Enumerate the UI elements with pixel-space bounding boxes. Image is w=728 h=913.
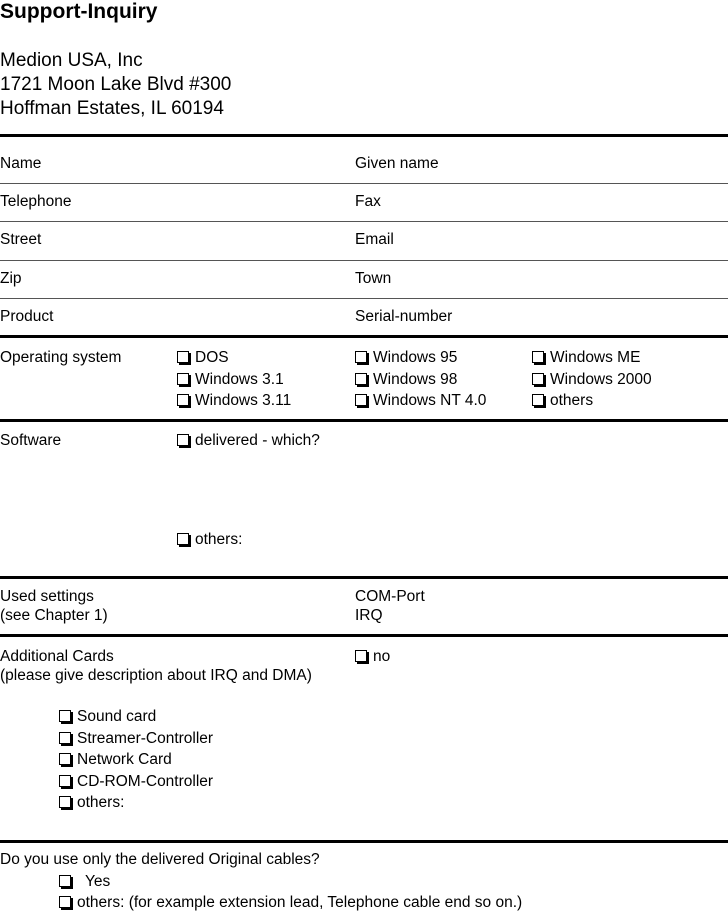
section-divider bbox=[0, 419, 728, 422]
checkbox-icon[interactable] bbox=[355, 351, 367, 363]
irq-label: IRQ bbox=[355, 607, 383, 624]
checkbox-icon[interactable] bbox=[177, 394, 189, 406]
card-option-sound[interactable]: Sound card bbox=[59, 706, 213, 728]
serial-number-label: Serial-number bbox=[355, 308, 453, 325]
checkbox-icon[interactable] bbox=[177, 373, 189, 385]
row-divider bbox=[0, 183, 728, 184]
telephone-label: Telephone bbox=[0, 193, 72, 210]
checkbox-icon[interactable] bbox=[59, 775, 71, 787]
cards-no-option[interactable]: no bbox=[355, 648, 390, 667]
section-divider bbox=[0, 840, 728, 843]
name-label: Name bbox=[0, 155, 42, 172]
os-option-win2000[interactable]: Windows 2000 bbox=[532, 369, 652, 391]
os-option-win95[interactable]: Windows 95 bbox=[355, 347, 486, 369]
additional-cards-label: Additional Cards bbox=[0, 648, 114, 665]
header-divider bbox=[0, 134, 728, 137]
town-label: Town bbox=[355, 270, 392, 287]
form-title: Support-Inquiry bbox=[0, 0, 158, 23]
cables-yes-option[interactable]: Yes bbox=[59, 873, 110, 892]
os-option-win98[interactable]: Windows 98 bbox=[355, 369, 486, 391]
irq-dma-note: (please give description about IRQ and DMA) bbox=[0, 667, 312, 684]
checkbox-icon[interactable] bbox=[177, 434, 189, 446]
section-divider bbox=[0, 634, 728, 637]
os-column-1 bbox=[177, 347, 291, 412]
row-divider bbox=[0, 221, 728, 222]
software-others-option[interactable]: others: bbox=[177, 531, 242, 550]
checkbox-icon[interactable] bbox=[532, 373, 544, 385]
os-option-winnt[interactable]: Windows NT 4.0 bbox=[355, 390, 486, 412]
row-divider bbox=[0, 260, 728, 261]
os-column-3 bbox=[532, 347, 652, 412]
checkbox-icon[interactable] bbox=[59, 753, 71, 765]
used-settings-label: Used settings bbox=[0, 588, 94, 605]
checkbox-icon[interactable] bbox=[59, 796, 71, 808]
software-label: Software bbox=[0, 432, 62, 449]
address-company: Medion USA, Inc bbox=[0, 50, 143, 71]
cards-options-list bbox=[59, 706, 213, 814]
checkbox-icon[interactable] bbox=[355, 650, 367, 662]
checkbox-icon[interactable] bbox=[532, 394, 544, 406]
checkbox-icon[interactable] bbox=[59, 732, 71, 744]
checkbox-icon[interactable] bbox=[532, 351, 544, 363]
checkbox-icon[interactable] bbox=[355, 394, 367, 406]
cables-others-option[interactable]: others: (for example extension lead, Telephone cable end so on.) bbox=[59, 894, 522, 913]
card-option-others[interactable]: others: bbox=[59, 792, 213, 814]
address-city: Hoffman Estates, IL 60194 bbox=[0, 98, 224, 119]
software-delivered-option[interactable]: delivered - which? bbox=[177, 432, 320, 451]
os-option-winme[interactable]: Windows ME bbox=[532, 347, 652, 369]
os-option-others[interactable]: others bbox=[532, 390, 652, 412]
product-label: Product bbox=[0, 308, 54, 325]
os-column-2 bbox=[355, 347, 486, 412]
checkbox-icon[interactable] bbox=[355, 373, 367, 385]
zip-label: Zip bbox=[0, 270, 22, 287]
checkbox-icon[interactable] bbox=[177, 351, 189, 363]
see-chapter-label: (see Chapter 1) bbox=[0, 607, 108, 624]
section-divider bbox=[0, 576, 728, 579]
os-option-win31[interactable]: Windows 3.1 bbox=[177, 369, 291, 391]
street-label: Street bbox=[0, 231, 42, 248]
email-label: Email bbox=[355, 231, 394, 248]
address-street: 1721 Moon Lake Blvd #300 bbox=[0, 74, 232, 95]
section-divider bbox=[0, 335, 728, 338]
cables-question: Do you use only the delivered Original cables? bbox=[0, 851, 320, 868]
com-port-label: COM-Port bbox=[355, 588, 425, 605]
checkbox-icon[interactable] bbox=[59, 896, 71, 908]
os-option-win311[interactable]: Windows 3.11 bbox=[177, 390, 291, 412]
row-divider bbox=[0, 298, 728, 299]
card-option-streamer[interactable]: Streamer-Controller bbox=[59, 728, 213, 750]
fax-label: Fax bbox=[355, 193, 381, 210]
card-option-cdrom[interactable]: CD-ROM-Controller bbox=[59, 771, 213, 793]
checkbox-icon[interactable] bbox=[59, 710, 71, 722]
os-option-dos[interactable]: DOS bbox=[177, 347, 291, 369]
checkbox-icon[interactable] bbox=[59, 875, 71, 887]
os-label: Operating system bbox=[0, 349, 122, 366]
given-name-label: Given name bbox=[355, 155, 439, 172]
card-option-network[interactable]: Network Card bbox=[59, 749, 213, 771]
checkbox-icon[interactable] bbox=[177, 533, 189, 545]
